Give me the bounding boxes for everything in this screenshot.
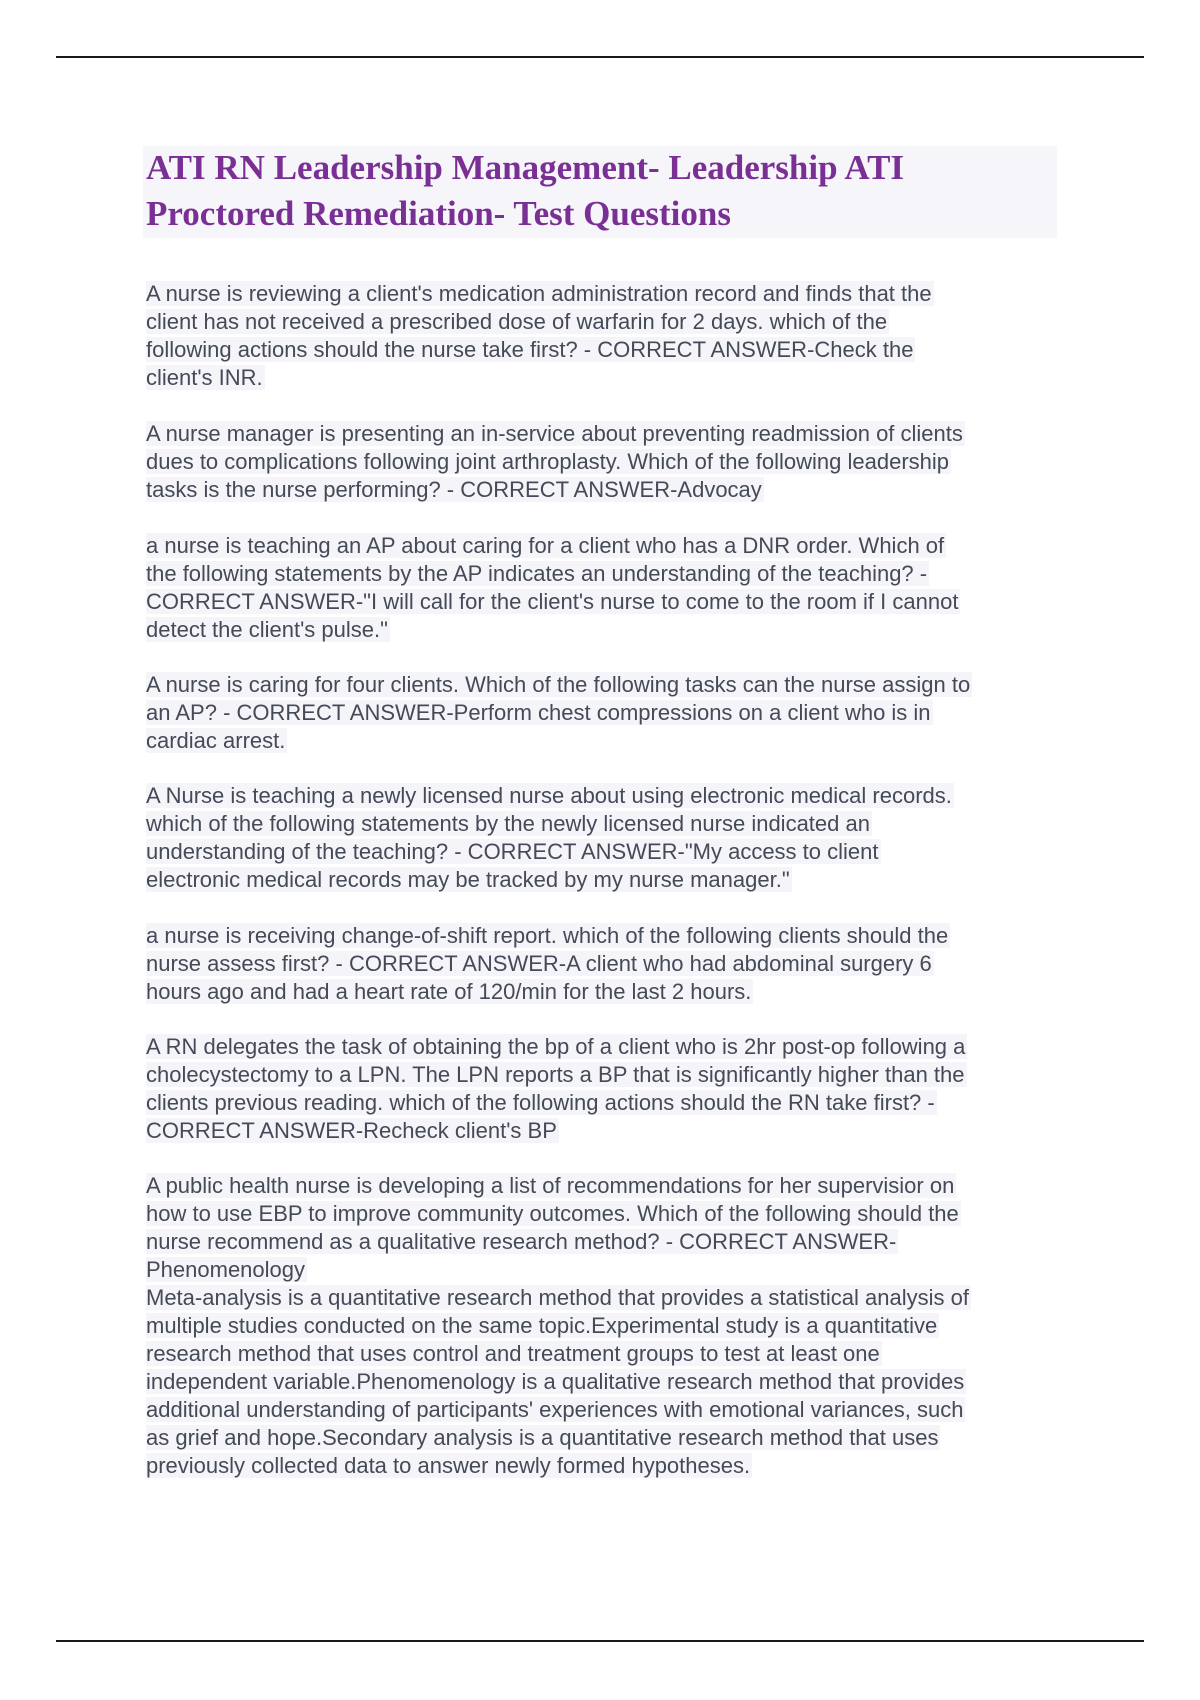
qa-line: A public health nurse is developing a list of recommendations for her supervisior on [146, 1173, 955, 1198]
qa-line: Meta-analysis is a quantitative research method that provides a statistical analysis of [146, 1285, 969, 1310]
qa-line: a nurse is receiving change-of-shift report. which of the following clients should the [146, 923, 949, 948]
qa-block-6 [146, 922, 1066, 1006]
qa-line: client's INR. [146, 365, 263, 390]
qa-block-1 [146, 280, 1066, 392]
qa-line: clients previous reading. which of the following actions should the RN take first? - [146, 1090, 935, 1115]
qa-line: understanding of the teaching? - CORRECT ANSWER-"My access to client [146, 839, 879, 864]
qa-line: A Nurse is teaching a newly licensed nurse about using electronic medical records. [146, 783, 952, 808]
qa-line: following actions should the nurse take first? - CORRECT ANSWER-Check the [146, 337, 914, 362]
qa-line: tasks is the nurse performing? - CORRECT ANSWER-Advocay [146, 477, 762, 502]
qa-block-8 [146, 1172, 1066, 1480]
qa-line: A nurse is reviewing a client's medication administration record and finds that the [146, 281, 932, 306]
qa-line: nurse recommend as a qualitative research method? - CORRECT ANSWER- [146, 1229, 897, 1254]
qa-line: hours ago and had a heart rate of 120/min for the last 2 hours. [146, 979, 752, 1004]
qa-block-3 [146, 532, 1066, 644]
qa-line: A RN delegates the task of obtaining the bp of a client who is 2hr post-op following a [146, 1034, 966, 1059]
qa-line: research method that uses control and treatment groups to test at least one [146, 1341, 880, 1366]
qa-block-2 [146, 420, 1066, 504]
page-title-line-2: Proctored Remediation- Test Questions [146, 194, 731, 233]
qa-line: an AP? - CORRECT ANSWER-Perform chest compressions on a client who is in [146, 700, 931, 725]
qa-block-7 [146, 1033, 1066, 1145]
qa-line: nurse assess first? - CORRECT ANSWER-A client who had abdominal surgery 6 [146, 951, 932, 976]
qa-line: a nurse is teaching an AP about caring for a client who has a DNR order. Which of [146, 533, 945, 558]
qa-line: independent variable.Phenomenology is a qualitative research method that provides [146, 1369, 965, 1394]
qa-line: the following statements by the AP indicates an understanding of the teaching? - [146, 561, 928, 586]
qa-line: which of the following statements by the newly licensed nurse indicated an [146, 811, 870, 836]
qa-line: as grief and hope.Secondary analysis is a quantitative research method that uses [146, 1425, 939, 1450]
qa-line: additional understanding of participants' experiences with emotional variances, such [146, 1397, 964, 1422]
qa-line: client has not received a prescribed dose of warfarin for 2 days. which of the [146, 309, 888, 334]
qa-line: multiple studies conducted on the same topic.Experimental study is a quantitative [146, 1313, 938, 1338]
qa-block-5 [146, 782, 1066, 894]
qa-line: cholecystectomy to a LPN. The LPN reports a BP that is significantly higher than the [146, 1062, 965, 1087]
footer-rule [56, 1640, 1144, 1642]
qa-line: A nurse manager is presenting an in-service about preventing readmission of clients [146, 421, 963, 446]
qa-line: CORRECT ANSWER-"I will call for the client's nurse to come to the room if I cannot [146, 589, 959, 614]
qa-line: how to use EBP to improve community outcomes. Which of the following should the [146, 1201, 959, 1226]
qa-line: A nurse is caring for four clients. Which of the following tasks can the nurse assign to [146, 672, 971, 697]
page-title-line-1: ATI RN Leadership Management- Leadership ATI [146, 148, 905, 187]
qa-line: dues to complications following joint arthroplasty. Which of the following leadership [146, 449, 950, 474]
qa-line: previously collected data to answer newly formed hypotheses. [146, 1453, 751, 1478]
qa-line: CORRECT ANSWER-Recheck client's BP [146, 1118, 557, 1143]
qa-block-4 [146, 671, 1066, 755]
qa-line: detect the client's pulse." [146, 617, 388, 642]
qa-line: cardiac arrest. [146, 728, 286, 753]
qa-line: electronic medical records may be tracked by my nurse manager." [146, 867, 790, 892]
qa-line: Phenomenology [146, 1257, 306, 1282]
header-rule [56, 56, 1144, 58]
